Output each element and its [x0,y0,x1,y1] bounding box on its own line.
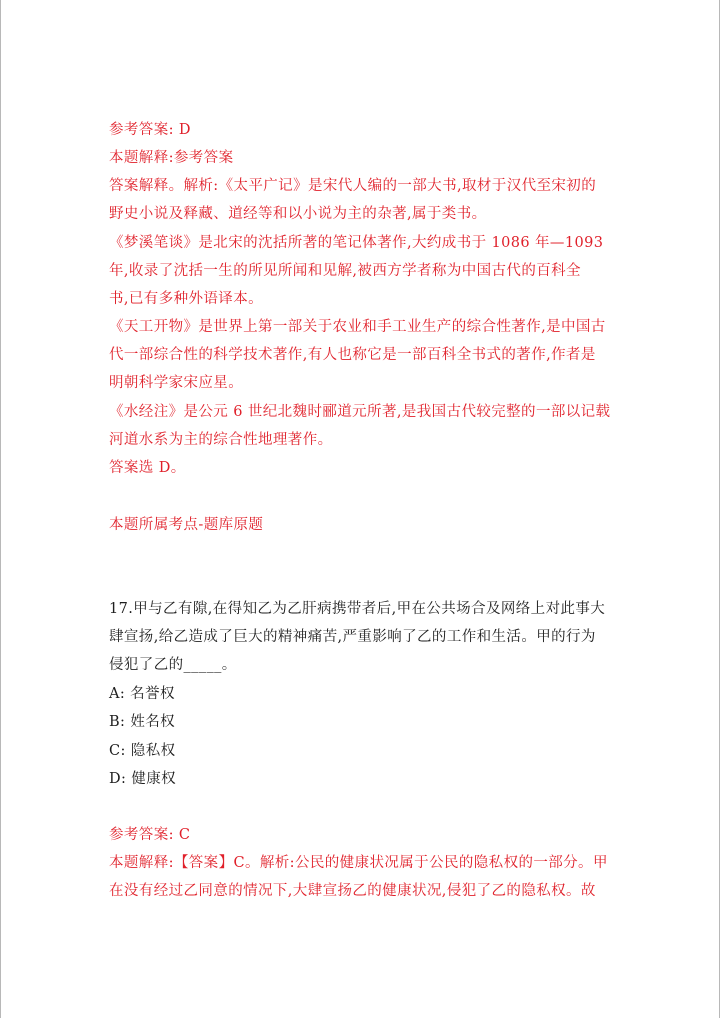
explanation-line: 明朝科学家宋应星。 [109,375,244,391]
explanation-title-1: 本题解释:参考答案 [109,150,234,166]
reference-answer-1: 参考答案: D [109,122,191,138]
reference-answer-2: 参考答案: C [109,827,191,843]
explanation-line: 《水经注》是公元 6 世纪北魏时郦道元所著,是我国古代较完整的一部以记载 [109,404,611,420]
option-b: B: 姓名权 [109,714,176,730]
option-a: A: 名誉权 [109,686,175,702]
question-text-line: 肆宣扬,给乙造成了巨大的精神痛苦,严重影响了乙的工作和生活。甲的行为 [109,629,596,645]
explanation-line: 书,已有多种外语译本。 [109,291,264,307]
explanation-line: 野史小说及释藏、道经等和以小说为主的杂著,属于类书。 [109,206,487,222]
explanation-line: 河道水系为主的综合性地理著作。 [109,432,333,448]
explanation-line: 答案解释。解析:《太平广记》是宋代人编的一部大书,取材于汉代至宋初的 [109,178,597,194]
option-c: C: 隐私权 [109,743,176,759]
explanation-line: 代一部综合性的科学技术著作,有人也称它是一部百科全书式的著作,作者是 [109,347,596,363]
answer-choice-line: 答案选 D。 [109,460,186,476]
explanation-line: 年,收录了沈括一生的所见所闻和见解,被西方学者称为中国古代的百科全 [109,263,581,279]
knowledge-point: 本题所属考点-题库原题 [109,517,264,533]
explanation-line: 《天工开物》是世界上第一部关于农业和手工业生产的综合性著作,是中国古 [109,319,606,335]
question-text-line: 17.甲与乙有隙,在得知乙为乙肝病携带者后,甲在公共场合及网络上对此事大 [109,601,606,617]
option-d: D: 健康权 [109,771,177,787]
explanation-line: 本题解释:【答案】C。解析:公民的健康状况属于公民的隐私权的一部分。甲 [109,855,608,871]
question-text-line: 侵犯了乙的_____。 [109,657,237,673]
explanation-line: 《梦溪笔谈》是北宋的沈括所著的笔记体著作,大约成书于 1086 年—1093 [109,235,604,251]
explanation-line: 在没有经过乙同意的情况下,大肆宣扬乙的健康状况,侵犯了乙的隐私权。故 [109,883,596,899]
